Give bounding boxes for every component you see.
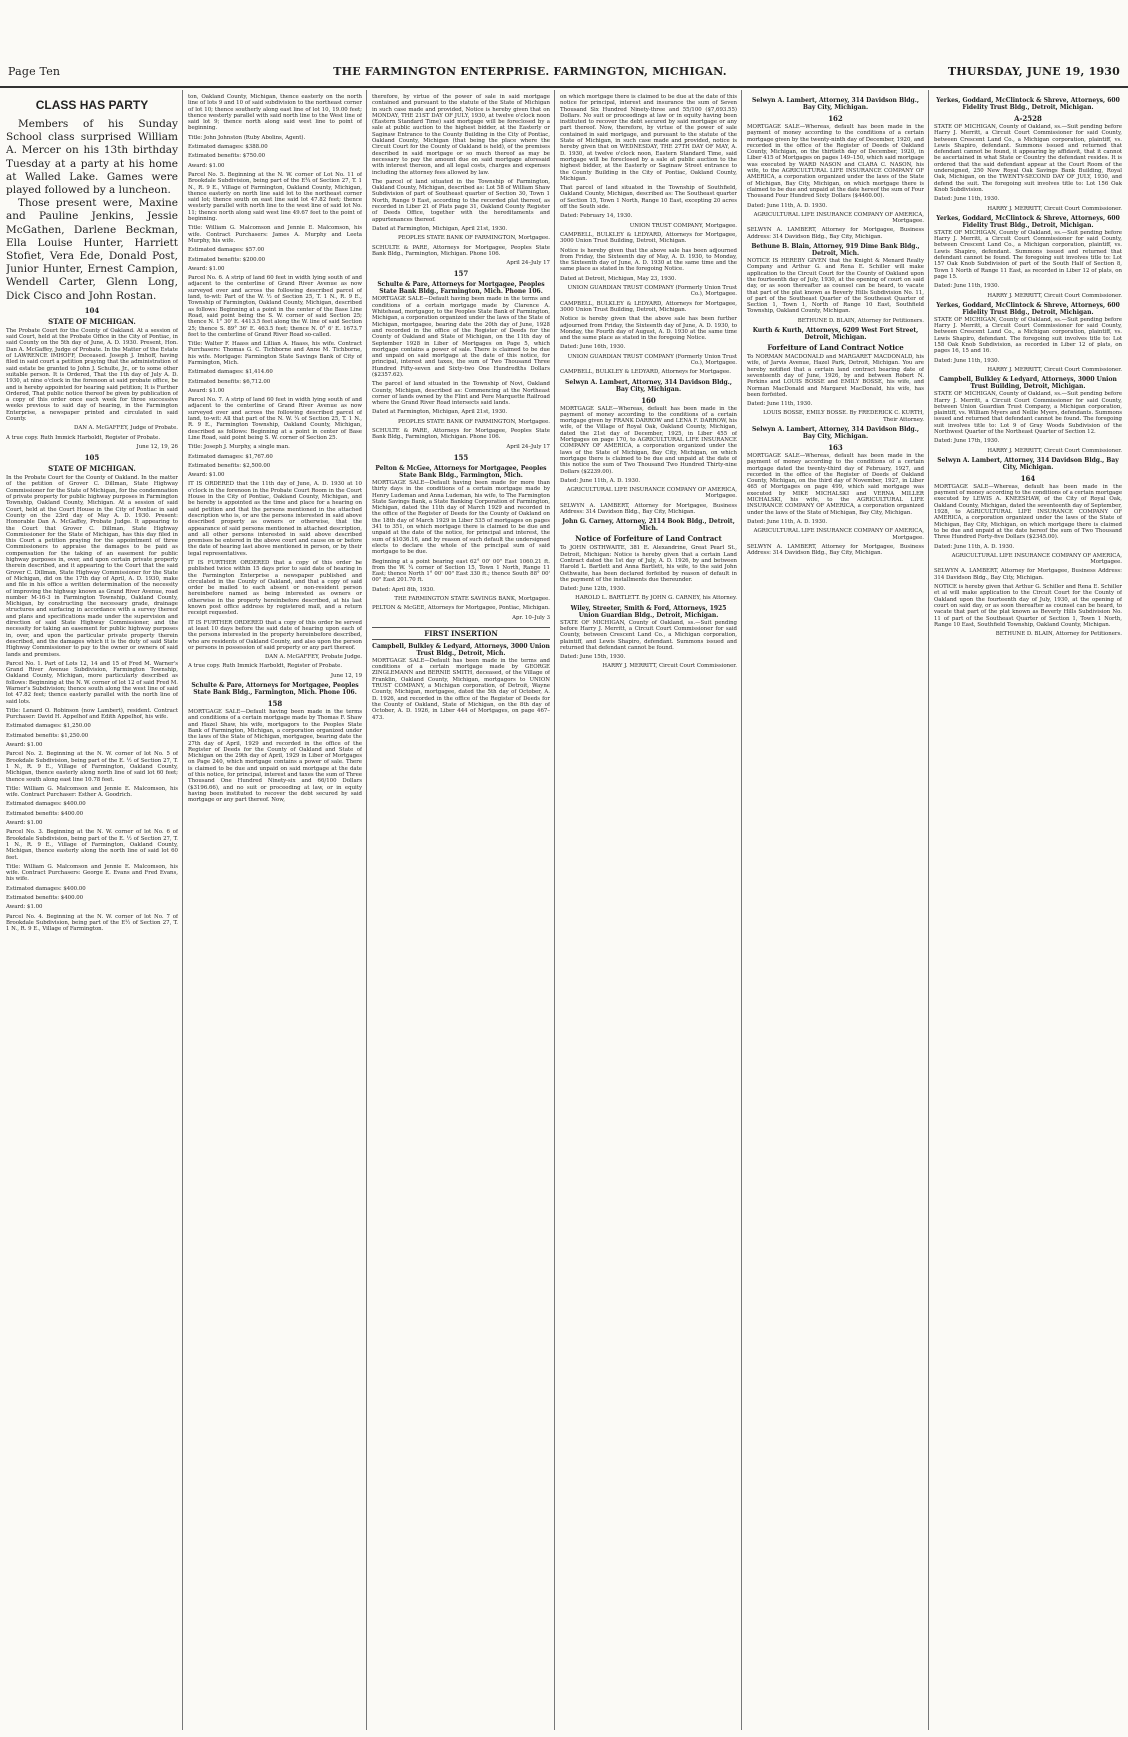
mortgage-sale-notice: MORTGAGE SALE—Default having been made in the terms and conditions of a certain mortgage made by Thomas F. Shaw and Hazel Shaw, his wife, mortgagors to the Peoples State Bank of Farmington, Michigan, a corporation organized under the laws of the State of Michigan, mortgagee, bearing date the 27th day of April, 1929 and recorded in the office of the Register of Deeds for the County of Oakland and State of Michigan on the 29th day of April, 1929 in Liber of Mortgages on Page 240, which mortgage contains a power of sale. There is claimed to be due and unpaid on said mortgage at the date of this notice, for principal, interest and taxes the sum of Three Thousand One Hundred Ninety-six and 66/100 Dollars ($3196.66), and no suit or proceeding at law, or in equity having been instituted to recover the debt secured by said mortgage or any part thereof. Now, [188, 709, 362, 804]
parcel-benefits: Estimated benefits: $400.00 [6, 810, 84, 817]
notice-number: 158 [267, 699, 283, 709]
parcel-title: Title: Joseph J. Murphy, a single man. [188, 444, 290, 451]
attorney-heading: Schulte & Pare, Attorneys for Mortgagee, Peoples State Bank Bldg., Farmington, Mich. Phone 106. [191, 682, 359, 697]
premises-description: Beginning at a point bearing east 62° 00' 00" East 1060.21 ft. from the W. ¼ corner of Section 15, Town 1 North, Range 11 East; thence North 1° 00' 00" East 330 ft.; thence South 88° 00' 00" East 201.70 ft. [372, 558, 550, 584]
notice-number: 162 [828, 114, 843, 123]
attorney-block: SELWYN A. LAMBERT, Attorney for Mortgagee, Business Address: 314 Davidson Bldg., Bay City, Michigan. [560, 502, 737, 516]
forfeiture-notice: To JOHN OSTHWAITE, 381 E. Alexandrine, Great Pearl St., Detroit, Michigan: Notice is hereby given that a certain Land Contract dated the 1st day of July, A. D. 1926, by and between Harold L. Bartlett and Anna Bartlett, his wife, to the said John Osthwaite, has been declared forfeited by reason of default in the payment of the installments due thereunder. [560, 545, 737, 583]
mortgage-sale-notice: MORTGAGE SALE—Default has been made in the terms and conditions of a certain mortgage made by GEORGE ZINGLEMANN and BERNIE SMITH, deceased, of the Village of Franklin, Oakland County, Michigan, mortgagors to UNION TRUST COMPANY, a Michigan corporation, of Detroit, Wayne County, Michigan, mortgagee, dated the 5th day of October, A. D. 1926, and recorded in the office of the Register of Deeds for the County of Oakland, State of Michigan, on the 8th day of October, A. D. 1926, in Liber 444 of Mortgages, on page 467–473. [372, 657, 550, 721]
newspaper-title: THE FARMINGTON ENTERPRISE. FARMINGTON, MICHIGAN. [333, 65, 727, 78]
notice-heading: Forfeiture of Land Contract Notice [767, 343, 904, 353]
attorney-block: CAMPBELL, BULKLEY & LEDYARD, Attorneys for Mortgagee, 3000 Union Trust Building, Detroit, Michigan. [560, 231, 737, 245]
adjournment-notice: Notice is hereby given that the above sale has been adjourned from Friday, the Sixteenth day of May, A. D. 1930, to Monday, the Sixteenth day of June, A. D. 1930 at the same time and the same place as stated in the foregoing Notice. [560, 247, 737, 273]
attorney-heading: Bethune B. Blain, Attorney, 919 Dime Bank Bldg., Detroit, Mich. [751, 243, 920, 258]
column-5 [747, 94, 924, 1730]
issue-date: THURSDAY, JUNE 19, 1930 [947, 65, 1120, 78]
attorney-block: SELWYN A. LAMBERT, Attorney for Mortgagee, Business Address: 314 Davidson Bldg., Bay City, Michigan. [747, 227, 924, 240]
notice-dated: Dated: June 16th, 1930. [560, 344, 626, 351]
attorney-block: PELTON & McGEE, Attorneys for Mortgagee, Pontiac, Michigan. [372, 605, 550, 612]
mortgage-sale-notice: MORTGAGE SALE—Default having been made for more than thirty days in the conditions of a certain mortgage made by Henry Ludeman and Anna Ludeman, his wife, to The Farmington State Savings Bank, a State Banking Corporation of Farmington, Michigan, dated the 11th day of March 1929 and recorded in the office of the Register of Deeds for the County of Oakland on the 18th day of March 1929 in Liber 535 of mortgages on pages 341 to 351, on which mortgage there is claimed to be due and unpaid at the date of the notice, for principal and interest, the sum of $1036.16, and by reason of such default the undersigned elects to declare the whole of the principal sum of said mortgage to be due. [372, 479, 550, 556]
parcel-description: Parcel No. 1. Part of Lots 12, 14 and 15 of Fred M. Warner's Grand River Avenue Subdivision, Farmington Township, Oakland County, Michigan, more particularly described as follows: Beginning at the N. W. corner of lot 12 of said Fred M. Warner's Subdivision; thence south along the west line of said lot 47.82 feet; thence easterly parallel with the north line of said lots. [6, 660, 178, 705]
attorney-heading: Yerkes, Goddard, McClintock & Shreve, Attorneys, 600 Fidelity Trust Bldg., Detroit, Michigan. [936, 97, 1120, 111]
parcel-damages: Estimated damages: $400.00 [6, 801, 86, 808]
mortgagee-name: UNION GUARDIAN TRUST COMPANY (Formerly Union Trust Co.), Mortgagee. [567, 285, 737, 298]
premises-description: That parcel of land situated in the Township of Southfield, Oakland County, Michigan, described as: The Southeast quarter of Section 15, Town 1 North, Range 10 East, excepting 20 acres off the South side. [560, 185, 737, 211]
column-1 [6, 94, 178, 1730]
attorney-block: CAMPBELL, BULKLEY & LEDYARD, Attorneys for Mortgagee, 3000 Union Trust Building, Detroit, Michigan. [560, 300, 737, 313]
parcel-damages: Estimated damages: $57.00 [188, 247, 265, 254]
attorney-block: SCHULTE & PARE, Attorneys for Mortgagee, Peoples State Bank Bldg., Farmington, Michigan. Phone 106. [372, 428, 550, 441]
notice-dated: Dated at Detroit, Michigan, May 23, 1930. [560, 275, 677, 282]
notice-signature: BETHUNE D. BLAIN, Attorney for Petitioners. [797, 317, 924, 324]
column-rule [182, 90, 183, 1730]
mortgagee-name: PEOPLES STATE BANK OF FARMINGTON, Mortgagee. [398, 418, 550, 425]
notice-heading: STATE OF MICHIGAN. [48, 464, 136, 474]
notice-number: 163 [828, 442, 843, 452]
notice-dated: Dated: June 11th, A. D. 1930. [560, 477, 641, 484]
notice-attest: A true copy. Ruth Immick Harboldt, Register of Probate. [188, 663, 343, 670]
attorney-block: CAMPBELL, BULKLEY & LEDYARD, Attorneys for Mortgagee. [560, 369, 731, 376]
column-2 [188, 94, 362, 1730]
notice-dated: Dated: February 14, 1930. [560, 213, 633, 220]
notice-dates: Apr. 10–July 3 [512, 614, 550, 621]
parcel-award: Award: $1.00 [188, 162, 225, 169]
notice-dated: Dated: June 11th, 1930. [934, 283, 1000, 290]
column-6 [934, 94, 1122, 1730]
vacate-plat-notice: NOTICE IS HEREBY GIVEN that the Knight & Menard Realty Company and Arthur G. and Rena E. Schiller will make application to the Circuit Court for the County of Oakland upon the fourteenth day of July, 1930, at the opening of court on said day, or as soon thereafter as counsel can be heard, to vacate that part of the plat known as Beverly Hills Subdivision No. 11, of part of the Southeast Quarter of the Southeast Quarter of Section 1, Town 1, North of Range 10 East, Southfield Township, Oakland County, Michigan. [747, 258, 924, 315]
parcel-description: Parcel No. 5. Beginning at the N. W. corner of Lot No. 11 of Brookdale Subdivision, being part of the E¾ of Section 27, T. 1 N., R. 9 E., Village of Farmington, Oakland County, Michigan, thence easterly on north line said lot to the northeast corner said lot; thence south on east line said lot 47.82 feet; thence westerly parallel with north line to the west line of said lot No. 11; thence north along said west line 49.67 feet to the point of beginning. [188, 171, 362, 223]
story-paragraph: Members of his Sunday School class surprised William A. Mercer on his 13th birthday Tuesday at a party at his home at Walled Lake. Games were played followed by a luncheon. [6, 118, 178, 197]
column-4 [560, 94, 737, 1730]
notice-dated: Dated: June 11th, A. D. 1930. [747, 202, 828, 209]
parcel-title: Title: Lenard O. Robinson (now Lambert), resident. Contract Purchaser: David H. Appelhof and Edith Appelhof, his wife. [6, 707, 178, 721]
suit-notice: STATE OF MICHIGAN, County of Oakland, ss.—Suit pending before Harry J. Merritt, a Circuit Court Commissioner for said County, between Union Guardian Trust Company, a Michigan corporation, plaintiff, vs. William Myers and Nellie Myers, defendants. Summons issued and returned that defendant cannot be found. The foregoing suit involves title to: Lot 9 of Gray Woods Subdivision of the Northwest Quarter of the Northeast Quarter of Section 12. [934, 391, 1122, 435]
parcel-benefits: Estimated benefits: $1,250.00 [6, 732, 89, 739]
attorney-heading: Campbell, Bulkley & Ledyard, Attorneys, 3000 Union Trust Building, Detroit, Michigan. [939, 376, 1117, 391]
mortgage-sale-notice: MORTGAGE SALE—Default having been made in the terms and conditions of a certain mortgage made by Clarence A. Whitehead, mortgagor, to the Peoples State Bank of Farmington, Michigan, a corporation organized under the laws of the State of Michigan, mortgagee, bearing date the 20th day of June, 1928 and recorded in the office of the Register of Deeds for the County of Oakland and State of Michigan, on the 11th day of September 1928 in Liber of Mortgages on Page 5, which mortgage contains a power of sale. There is claimed to be due and unpaid on said mortgage at the date of this notice, for principal, interest and taxes, the sum of Two Thousand Three Hundred Fifty-seven and Sixty-two One Hundredths Dollars ($2357.62). [372, 296, 550, 378]
notice-signature: BETHUNE D. BLAIN, Attorney for Petitioners. [995, 631, 1122, 638]
notice-signature: LOUIS BOSSE, EMILY BOSSE. By FREDERICK C. KURTH, Their Attorney. [763, 410, 924, 423]
notice-attest: A true copy. Ruth Immick Harboldt, Register of Probate. [6, 434, 161, 441]
parcel-benefits: Estimated benefits: $2,500.00 [188, 462, 271, 469]
notice-dates: April 24–July 17 [506, 443, 550, 450]
parcel-title: Title: Walter F. Haass and Lillian A. Haass, his wife. Contract Purchasers: Thomas G. C. Tichborne and Anne M. Tichborne, his wife. Mortgage: Farmington State Savings Bank of City of Farmington, Mich. [188, 341, 362, 366]
parcel-description: Parcel No. 6. A strip of land 60 feet in width lying south of and adjacent to the centerline of Grand River Avenue as now surveyed over and across the following described parcel of land, to-wit: Part of the W. ½ of Section 25, T. 1 N., R. 9 E., Township of Farmington, Oakland County, Michigan, described as follows: Beginning at a point in the center of the Base Line Road, said point being the S. W. corner of said Section 25; thence N. 1° 30' E. 4413.5 feet along the W. line of said Section 25; thence S. 89° 36' E. 463.5 feet; thence N. 0° 6' E. 1673.7 feet to the centerline of Grand River Road so-called. [188, 275, 362, 338]
attorney-heading: Selwyn A. Lambert, Attorney, 314 Davidson Bldg., Bay City, Michigan. [937, 456, 1119, 471]
column-3 [372, 94, 550, 1730]
mortgagee-name: THE FARMINGTON STATE SAVINGS BANK, Mortgagee. [394, 596, 550, 602]
notice-number: 157 [453, 269, 469, 279]
suit-notice: STATE OF MICHIGAN, County of Oakland, ss.—Suit pending before Harry J. Merritt, a Circuit Court Commissioner for said County, between Crescent Land Co., a Michigan corporation, plaintiff, vs. Lewis Shapiro, defendant. Summons issued and returned that defendant cannot be found. The foregoing suit involves title to: Lot 157 Oak Knob Subdivision of part of the South Half of Section 8, Town 1 North of Range 11 East, as recorded in Liber 12 of plats, on page 15. [934, 229, 1122, 280]
notice-dated: Dated at Farmington, Michigan, April 21st, 1930. [372, 225, 508, 232]
notice-signature: HARRY J. MERRITT, Circuit Court Commissioner. [987, 292, 1122, 299]
parcel-description: Parcel No. 7. A strip of land 60 feet in width lying south of and adjacent to the centerline of Grand River Avenue as now surveyed over and across the following described parcel of land, to-wit: All that part of the N. W. ¼ of Section 25, T. 1 N., R. 9 E., Farmington Township, Oakland County, Michigan, described as follows: Beginning at a point in center of Base Line Road, said point being S. W. corner of Section 25. [188, 397, 362, 441]
adjournment-notice: Notice is hereby given that the above sale has been further adjourned from Friday, the Sixteenth day of June, A. D. 1930, to Monday, the Fourth day of August, A. D. 1930 at the same time and the same place as stated in the foregoing Notice. [560, 316, 737, 342]
parcel-award: Award: $1.00 [6, 820, 43, 827]
notice-signature: HARRY J. MERRITT, Circuit Court Commissioner. [602, 663, 737, 670]
parcel-benefits: Estimated benefits: $750.00 [188, 153, 266, 160]
notice-body: on which mortgage there is claimed to be due at the date of this notice for principal, interest and insurance the sum of Seven Thousand Six Hundred Ninety-three and 55/100 ($7,693.55) Dollars. No suit or proceedings at law or in equity having been instituted to recover the debt secured by said mortgage or any part thereof. Now, therefore, by virtue of the power of sale contained in said mortgage, and pursuant to the statute of the State of Michigan, in such case made and provided, notice is hereby given that on WEDNESDAY, THE 27TH DAY OF MAY, A. D. 1930, at twelve o'clock noon, Eastern Standard Time, said mortgage will be foreclosed by a sale at public auction to the highest bidder, at the Easterly or Saginaw Street entrance to the County Building in the City of Pontiac, Oakland County, Michigan. [560, 94, 737, 182]
suit-notice: STATE OF MICHIGAN, County of Oakland, ss.—Suit pending before Harry J. Merritt, a Circuit Court Commissioner for said County, between Crescent Land Co., a Michigan corporation, plaintiff, vs. Lewis Shapiro, defendant. The foregoing suit involves title to: Lot 158 Oak Knob Subdivision, as recorded in Liber 12 of plats, on pages 16, 15 and 16. [934, 316, 1122, 355]
attorney-block: SELWYN A. LAMBERT, Attorney for Mortgagee, Business Address: 314 Davidson Bldg., Bay City, Michigan. [934, 568, 1122, 581]
notice-body: The Probate Court for the County of Oakland. At a session of said Court, held at the Probate Office in the City of Pontiac, in said County on the 5th day of June, A. D. 1930. Present, Hon. Dan A. McGaffey, Judge of Probate. In the Matter of the Estate of LAWRENCE IMHOFF, Deceased. Joseph J. Imhoff, having filed in said court a petition praying that the administration of said estate be granted to John J. Schulte, Jr., or to some other suitable person. It is Ordered, That the 1th day of July A. D. 1930, at nine o'clock in the forenoon at said probate office, be and is hereby appointed for hearing said petition; It is Further Ordered, That public notice thereof be given by publication of a copy of this order once each week for three successive weeks previous to said day of hearing, in the Farmington Enterprise, a newspaper printed and circulated in said County. [6, 327, 178, 422]
column-rule [366, 90, 367, 1730]
notice-body: In the Probate Court for the County of Oakland. In the matter of the petition of Grover C. Dillman, State Highway Commissioner for the State of Michigan, for the condemnation of private property for public highway purposes in Farmington Township, Oakland County, Michigan. At a session of said Court, held at the Court House in the City of Pontiac in said County on the 23rd day of May A. D. 1930. Present: Honorable Dan A. McGaffey, Probate Judge. It appearing to the Court that Grover C. Dillman, State Highway Commissioner for the State of Michigan, has this day filed in this Court a petition praying for the appointment of three Commissioners to appraise the damages to be paid as compensation for the taking of an easement for public highway purposes in, over, and upon certain private property therein described, and it appearing to the Court that the said Grover C. Dillman, State Highway Commissioner for the State of Michigan, did on the 17th day of April, A. D. 1930, make and file in his office a written determination of the necessity of improving the highway known as Grand River Avenue, road number M-16-3 in Farmington Township, Oakland County, Michigan, by constructing the necessary grade, drainage structures and surfacing in accordance with a survey thereof and plans and specifications made under the supervision and direction of said State Highway Commissioner, and the necessity for taking an easement for public highway purposes in, over, and upon the particular private property therein described, and the damages which it is the duty of said State Highway Commissioner to pay to the owner or owners of said lands and premises. [6, 475, 178, 658]
vacate-plat-notice: NOTICE is hereby given that Arthur G. Schiller and Rena E. Schiller et al will make application to the Circuit Court for the County of Oakland upon the fourteenth day of July, 1930, at the opening of court on said day, or as soon thereafter as counsel can be heard, to vacate that part of the plat known as Beverly Hills Subdivision No. 11 of part of the Southeast Quarter of Section 1, Town 1 North, Range 10 East, Southfield Township, Oakland County, Michigan. [934, 584, 1122, 628]
notice-heading: Notice of Forfeiture of Land Contract [575, 534, 722, 544]
premises-description: The parcel of land situated in the Township of Farmington, Oakland County, Michigan, described as: Lot 58 of William Shaw Subdivision of part of Southeast quarter of Section 30, Town 1 North, Range 9 East, according to the recorded plat thereof, as recorded in Liber 21 of Plats page 31, Oakland County Register of Deeds Office, together with the hereditaments and appurtenances thereof. [372, 178, 550, 223]
parcel-damages: Estimated damages: $1,767.60 [188, 453, 273, 460]
forfeiture-notice: To NORMAN MACDONALD and MARGARET MACDONALD, his wife, of Jarvis Avenue, Hazel Park, Detroit, Michigan. You are hereby notified that a certain land contract bearing date of seventeenth day of June, 1926, by and between Robert N. Perkins and LOUIS BOSSE and EMILY BOSSE, his wife, and Norman MacDonald and Margaret MacDonald, his wife, has been forfeited. [747, 354, 924, 398]
notice-number: A-2528 [1014, 114, 1042, 123]
mortgage-sale-notice: MORTGAGE SALE—Whereas, default has been made in the payment of money according to the conditions of a certain mortgage dated the twenty-third day of February, 1927, and recorded in the office of the Register of Deeds of Oakland County, Michigan, on the third day of November, 1927, in Liber 465 of Mortgages on page 499, which said mortgage was executed by MIKE MICHALSKI and VERNA MILLER MICHALSKI, his wife, to the AGRICULTURAL LIFE INSURANCE COMPANY OF AMERICA, a corporation organized under the laws of the State of Michigan, Bay City, Michigan. [747, 452, 924, 516]
notice-number: 164 [1020, 473, 1036, 483]
suit-notice: STATE OF MICHIGAN, County of Oakland, ss.—Suit pending before Harry J. Merritt, a Circuit Court Commissioner for said County, between Crescent Land Co., a Michigan corporation, plaintiff, and Lewis Shapiro, defendant. Summons issued and returned that defendant cannot be found. [560, 619, 737, 651]
attorney-heading: Yerkes, Goddard, McClintock & Shreve, Attorneys, 600 Fidelity Trust Bldg., Detroit, Michigan. [936, 301, 1120, 316]
attorney-block: SCHULTE & PARE, Attorneys for Mortgagee, Peoples State Bank Bldg., Farmington, Michigan. Phone 106. [372, 244, 550, 257]
notice-dated: Dated: June 11th, 1930. [934, 357, 1000, 364]
suit-notice: STATE OF MICHIGAN, County of Oakland, ss.—Suit pending before Harry J. Merritt, a Circuit Court Commissioner for said County, between Crescent Land Co., a Michigan corporation, plaintiff, vs. Lewis Shapiro, defendant. Summons issued and returned that defendant cannot be found, it appearing by affidavit, that it cannot be ascertained in what State or Country the defendant resides. It is ordered that the said defendant appear at the Court Room of the undersigned, 250 New Royal Oak Savings Bank Building, Royal Oak, Michigan, on the TWENTY-SECOND DAY OF JULY, 1930, and defend the suit. The foregoing suit involves title to: Lot 156 Oak Knob Subdivision. [934, 124, 1122, 193]
attorney-heading: Yerkes, Goddard, McClintock & Shreve, Attorneys, 600 Fidelity Trust Bldg., Detroit, Michigan. [936, 214, 1120, 229]
notice-dated: Dated: June 11th, A. D. 1930. [747, 518, 828, 525]
parcel-title: Title: William G. Malcomson and Jennie E. Malcomson, his wife. Contract Purchasers: George E. Evans and Fred Evans, his wife. [6, 863, 178, 883]
parcel-benefits: Estimated benefits: $400.00 [6, 895, 84, 901]
parcel-benefits: Estimated benefits: $6,712.00 [188, 378, 271, 385]
notice-number: 104 [84, 305, 100, 315]
column-rule [554, 90, 555, 1730]
attorney-heading: Pelton & McGee, Attorneys for Mortgagee, Peoples State Bank Bldg., Farmington, Mich. [375, 464, 547, 479]
notice-signature: HARRY J. MERRITT, Circuit Court Commissioner. [987, 366, 1122, 373]
notice-signature: DAN A. McGAFFEY, Probate Judge. [264, 654, 362, 661]
court-order: IT IS FURTHER ORDERED that a copy of this order be published twice within 15 days prior to said date of hearing in the Farmington Enterprise a newspaper published and circulated in the County of Oakland, and that a copy of said order be mailed to each absent or non-resident person hereinbefore named as being interested as owners or otherwise in the property hereinbefore described, at his last known post office address by registered mail, and a return receipt requested. [188, 560, 362, 617]
notice-number: 105 [84, 453, 100, 463]
parcel-damages: Estimated damages: $1,250.00 [6, 723, 91, 730]
parcel-title: Title: William G. Malcomson and Jennie E. Malcomson, his wife. Contract Purchaser: Esther A. Goodrich. [6, 785, 178, 799]
notice-signature: HARRY J. MERRITT, Circuit Court Commissioner. [987, 447, 1122, 454]
attorney-heading: John G. Carney, Attorney, 2114 Book Bldg., Detroit, Mich. [562, 518, 735, 533]
attorney-heading: Selwyn A. Lambert, Attorney, 314 Davidson Bldg., Bay City, Michigan. [752, 425, 919, 440]
parcel-award: Award: $1.00 [188, 387, 225, 394]
notice-number: 160 [641, 395, 656, 405]
mortgagee-name: AGRICULTURAL LIFE INSURANCE COMPANY OF AMERICA, Mortgagee. [951, 552, 1122, 566]
attorney-heading: Selwyn A. Lambert, Attorney, 314 Davidson Bldg., Bay City, Michigan. [752, 97, 919, 111]
parcel-description: Parcel No. 2. Beginning at the N. W. corner of lot No. 5 of Brookdale Subdivision, being part of the E. ½ of Section 27, T. 1 N., R. 9 E., Village of Farmington, Oakland County, Michigan, thence easterly along north line of said lot 60 feet; thence south along east line 10.78 feet. [6, 751, 178, 783]
parcel-award: Award: $1.00 [6, 742, 43, 749]
page-masthead [0, 60, 1128, 88]
premises-description: The parcel of land situated in the Township of Novi, Oakland County, Michigan, described as: Commencing at the Northeast corner of lands owned by the Flint and Pere Marquette Railroad where the Grand River Road intersects said lands. [372, 381, 550, 407]
notice-dated: Dated at Farmington, Michigan, April 21st, 1930. [372, 409, 508, 416]
mortgagee-name: PEOPLES STATE BANK OF FARMINGTON, Mortgagee. [398, 235, 550, 242]
attorney-heading: Selwyn A. Lambert, Attorney, 314 Davidson Bldg., Bay City, Michigan. [565, 378, 732, 393]
parcel-award: Award: $1.00 [188, 472, 225, 479]
attorney-heading: Kurth & Kurth, Attorneys, 6209 West Fort Street, Detroit, Michigan. [752, 327, 919, 342]
mortgage-sale-notice: MORTGAGE SALE—Whereas, default has been made in the payment of money according to the conditions of a certain mortgage given by FRANK DARROW and LENA F. DARROW, his wife, of the Village of Royal Oak, Oakland County, Michigan, dated the 21st day of December, 1925, in Liber 455 of Mortgages on page 170, to AGRICULTURAL LIFE INSURANCE COMPANY OF AMERICA, a corporation organized under the laws of the State of Michigan, Bay City, Michigan, on which mortgage there is claimed to be due and unpaid at the date of this notice the sum of Two Thousand Two Hundred Thirty-nine Dollars ($2239.00). [560, 405, 737, 475]
notice-heading: STATE OF MICHIGAN. [48, 316, 136, 326]
notice-body: ton, Oakland County, Michigan, thence easterly on the north line of lots 9 and 10 of said subdivision to the northeast corner of lot 10; thence southerly along east line of lot 10, 19.00 feet; thence westerly parallel with said north line to the West line of said lot 9; thence north along said west line to point of beginning. [188, 94, 362, 132]
column-rule [741, 90, 742, 1730]
notice-dates: June 12, 19, 26 [136, 443, 178, 450]
column-rule [928, 90, 929, 1730]
notice-dated: Dated: June 11th, A. D. 1930. [934, 543, 1015, 550]
notice-dated: Dated: June 17th, 1930. [934, 438, 1000, 445]
notice-signature: HAROLD L. BARTLETT. By JOHN G. CARNEY, his Attorney. [575, 595, 737, 602]
mortgage-sale-notice: MORTGAGE SALE—Whereas, default has been made in the payment of money according to the conditions of a certain mortgage given by the twenty-ninth day of December, 1920, and recorded in the office of the Register of Deeds of Oakland County, Michigan, on the thirtieth day of December, 1920, in Liber 415 of Mortgages on pages 149–150, which said mortgage was executed by WARD NASON and CLARA C. NASON, his wife, to the AGRICULTURAL LIFE INSURANCE COMPANY OF AMERICA, a corporation organized under the laws of the State of Michigan, Bay City, Michigan, on which mortgage there is claimed to be due and unpaid at the date hereof the sum of Four Thousand Four Hundred Sixty Dollars ($4460.00). [747, 124, 924, 200]
notice-signature: HARRY J. MERRITT, Circuit Court Commissioner. [987, 205, 1122, 212]
parcel-damages: Estimated damages: $388.00 [188, 144, 268, 151]
mortgagee-name: AGRICULTURAL LIFE INSURANCE COMPANY OF AMERICA, Mortgagee. [753, 528, 924, 541]
court-order: IT IS FURTHER ORDERED that a copy of this order be served at least 10 days before the said date of hearing upon each of the persons interested in the property hereinbefore described, who are residents of Oakland County, and also upon the person or persons in possession of said property or any part thereof. [188, 619, 362, 651]
first-insertion-banner: FIRST INSERTION [372, 627, 550, 640]
mortgage-sale-notice: MORTGAGE SALE—Whereas, default has been made in the payment of money according to the conditions of a certain mortgage executed by LEWIS A. KNEESHAW, of the City of Royal Oak, Oakland County, Michigan, dated the seventeenth day of September, 1928, to AGRICULTURAL LIFE INSURANCE COMPANY OF AMERICA, a corporation organized under the laws of the State of Michigan, Bay City, Michigan, on which mortgage there is claimed to be due and unpaid at the date hereof the sum of Two Thousand Three Hundred Forty-five Dollars ($2345.00). [934, 483, 1122, 541]
parcel-benefits: Estimated benefits: $200.00 [188, 256, 266, 263]
notice-dated: Dated: June 11th, 1930. [747, 401, 813, 408]
notice-dated: Dated: June 15th, 1930. [560, 654, 626, 661]
attorney-block: SELWYN A. LAMBERT, Attorney for Mortgagee, Business Address: 314 Davidson Bldg., Bay City, Michigan. [747, 543, 924, 557]
parcel-title: Title: William G. Malcomson and Jennie E. Malcomson, his wife. Contract Purchasers: James A. Murphy and Leeta Murphy, his wife. [188, 225, 362, 244]
notice-signature: DAN A. McGAFFEY, Judge of Probate. [74, 425, 178, 432]
parcel-title: Title: John Johnston (Ruby Abolins, Agent). [188, 134, 306, 141]
parcel-damages: Estimated damages: $1,414.60 [188, 369, 273, 376]
mortgagee-name: UNION GUARDIAN TRUST COMPANY (Formerly Union Trust Co.), Mortgagee. [567, 353, 737, 366]
notice-dated: Dated: April 8th, 1930. [372, 586, 435, 593]
page-number: Page Ten [8, 65, 61, 78]
mortgagee-name: AGRICULTURAL LIFE INSURANCE COMPANY OF AMERICA, Mortgagee. [753, 211, 924, 225]
story-headline: CLASS HAS PARTY [35, 98, 149, 112]
attorney-heading: Campbell, Bulkley & Ledyard, Attorneys, 3000 Union Trust Bldg., Detroit, Mich. [372, 642, 550, 657]
parcel-description: Parcel No. 4. Beginning at the N. W. corner of lot No. 7 of Brookdale Subdivision, being part of the E½ of Section 27, T. 1 N., R. 9 E., Village of Farmington. [6, 913, 178, 933]
attorney-heading: Schulte & Pare, Attorneys for Mortgagee, Peoples State Bank Bldg., Farmington, Mich. Phone 106. [377, 281, 545, 296]
mortgagee-name: AGRICULTURAL LIFE INSURANCE COMPANY OF AMERICA, Mortgagee. [566, 487, 737, 500]
parcel-award: Award: $1.00 [6, 904, 43, 911]
court-order: IT IS ORDERED that the 11th day of June, A. D. 1930 at 10 o'clock in the forenoon in the Probate Court Room in the Court House in the City of Pontiac, Oakland County, Michigan, and be hereby is appointed as the time and place for a hearing on said petition and that the persons mentioned in the attached description who is, or are the persons interested in said above described property as owners or otherwise, that the appearance of said persons mentioned in attached description, and all other persons interested in said above described premises be entered in the above court and cause on or before the date of hearing last above mentioned in person, or by their legal representatives. [188, 481, 362, 557]
notice-number: 155 [453, 452, 469, 462]
parcel-description: Parcel No. 3. Beginning at the N. W. corner of lot No. 6 of Brookdale Subdivision, being part of the E. ½ of Section 27, T. 1 N., R. 9 E., Village of Farmington, Oakland County, Michigan, thence easterly along the north line of said lot 60 feet. [6, 829, 178, 861]
notice-dates: April 24–July 17 [506, 260, 550, 267]
notice-dated: Dated: June 11th, 1930. [934, 196, 1000, 203]
notice-dates: June 12, 19 [330, 672, 362, 679]
story-paragraph: Those present were, Maxine and Pauline Jenkins, Jessie McGathen, Darlene Beckman, Ella Louise Hunter, Harriett Stofiet, Vera Ede, Donald Post, Junior Hunter, Ernest Campion, Wendell Carter, Glenn Long, Dick Cisco and John Rostan. [6, 197, 178, 302]
parcel-damages: Estimated damages: $400.00 [6, 885, 86, 892]
notice-dated: Dated: June 12th, 1930. [560, 586, 626, 593]
attorney-heading: Wiley, Streeter, Smith & Ford, Attorneys, 1925 Union Guardian Bldg., Detroit, Michigan. [570, 604, 727, 619]
parcel-award: Award: $1.00 [188, 265, 225, 272]
mortgagee-name: UNION TRUST COMPANY, Mortgagee. [629, 222, 737, 229]
notice-body: therefore, by virtue of the power of sale in said mortgage contained and pursuant to the statute of the State of Michigan in such case made and provided, Notice is hereby given that on MONDAY, THE 21ST DAY OF JULY, 1930, at twelve o'clock noon (Eastern Standard Time) said mortgage will be foreclosed by a sale at public auction to the highest bidder, at the Easterly or Saginaw Entrance to the County Building in the City of Pontiac, Oakland County, Michigan (that being the place where the Circuit Court for the County of Oakland is held), of the premises described in said mortgage or so much thereof as may be necessary to pay the amount due on said mortgage aforesaid with interest thereon, and all legal costs, charges and expenses including the attorney fees allowed by law. [372, 94, 550, 176]
